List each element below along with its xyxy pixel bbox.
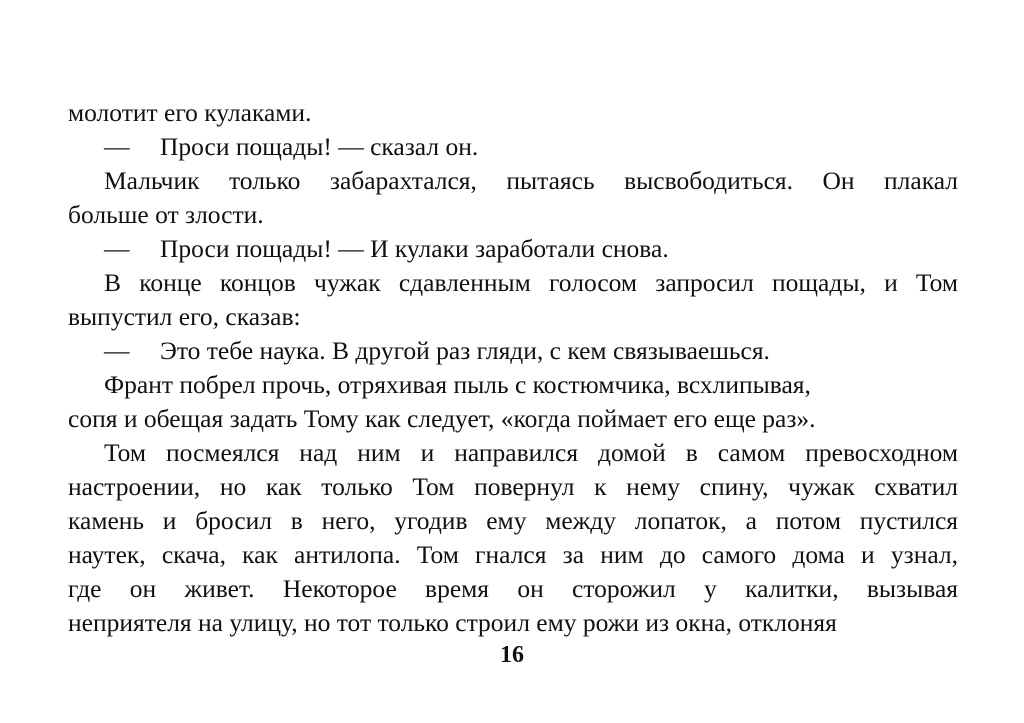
text-line: В конце концов чужак сдавленным голосом запросил пощады, и Том (104, 268, 958, 297)
text-line: выпустил его, сказав: (68, 302, 301, 331)
text-line: неприятеля на улицу, но тот только строил ему рожи из окна, отклоняя (68, 608, 837, 637)
text-line: сопя и обещая задать Тому как следует, «когда поймает его еще раз». (68, 404, 816, 433)
text-line: настроении, но как только Том повернул к нему спину, чужак схватил (68, 472, 958, 501)
text-line: Франт побрел прочь, отряхивая пыль с костюмчика, всхлипывая, (104, 370, 811, 399)
text-line: Том посмеялся над ним и направился домой в самом превосходном (104, 438, 958, 467)
dialogue-dash: — (104, 234, 130, 263)
dialogue-dash: — (104, 132, 130, 161)
dialogue-dash: — (104, 336, 130, 365)
text-line: наутек, скача, как антилопа. Том гнался за ним до самого дома и узнал, (68, 540, 958, 569)
text-line: камень и бросил в него, угодив ему между лопаток, а потом пустился (68, 506, 958, 535)
page-number: 16 (500, 642, 524, 668)
book-page-text (68, 96, 958, 640)
text-line: молотит его кулаками. (68, 98, 312, 127)
text-line: больше от злости. (68, 200, 264, 229)
dialogue-line (68, 334, 958, 368)
dialogue-line (68, 130, 958, 164)
dialogue-line (68, 232, 958, 266)
dialogue-text: Проси пощады! — сказал он. (160, 132, 479, 161)
text-line: где он живет. Некоторое время он сторожил у калитки, вызывая (68, 574, 958, 603)
dialogue-text: Это тебе наука. В другой раз гляди, с кем связываешься. (160, 336, 770, 365)
dialogue-text: Проси пощады! — И кулаки заработали снова. (160, 234, 669, 263)
text-line: Мальчик только забарахтался, пытаясь высвободиться. Он плакал (104, 166, 958, 195)
